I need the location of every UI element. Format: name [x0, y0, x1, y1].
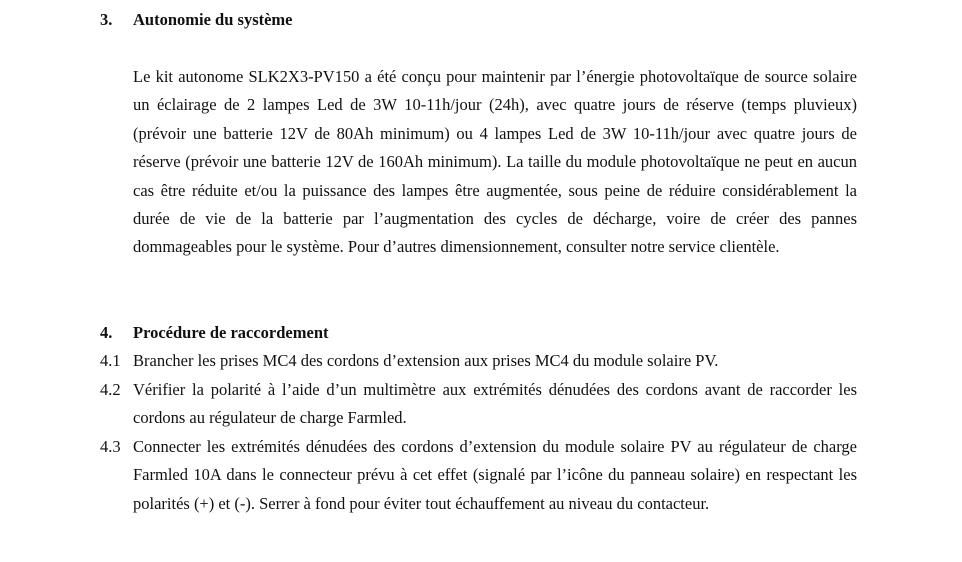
- list-item-4-1: [100, 347, 857, 375]
- section-4-title: Procédure de raccordement: [133, 323, 329, 342]
- section-3-title: Autonomie du système: [133, 10, 293, 29]
- list-item-4-3: [100, 433, 857, 518]
- section-4-heading: [100, 323, 329, 343]
- section-3-number: 3.: [100, 10, 113, 29]
- section-4-number: 4.: [100, 323, 113, 342]
- list-item-number: 4.2: [100, 380, 121, 399]
- section-3-paragraph: Le kit autonome SLK2X3-PV150 a été conçu pour maintenir par l’énergie photovoltaïque de source solaire un éclairage de 2 lampes Led de 3W 10-11h/jour (24h), avec quatre jours de réserve (temps pluvieux) (prévoir une batterie 12V de 80Ah minimum) ou 4 lampes Led de 3W 10-11h/jour avec quatre jours de réserve (prévoir une batterie 12V de 160Ah minimum). La taille du module photovoltaïque ne peut en aucun cas être réduite et/ou la puissance des lampes être augmentée, sous peine de réduire considérablement la durée de vie de la batterie par l’augmentation des cycles de décharge, voire de créer des pannes dommageables pour le système. Pour d’autres dimensionnement, consulter notre service clientèle.: [133, 67, 857, 257]
- list-item-number: 4.1: [100, 351, 121, 370]
- list-item-number: 4.3: [100, 437, 121, 456]
- list-item-text: Connecter les extrémités dénudées des cordons d’extension du module solaire PV au régulateur de charge Farmled 10A dans le connecteur prévu à cet effet (signalé par l’icône du panneau solaire) en respectant les polarités (+) et (-). Serrer à fond pour éviter tout échauffement au niveau du contacteur.: [133, 437, 857, 513]
- list-item-text: Vérifier la polarité à l’aide d’un multimètre aux extrémités dénudées des cordons avant de raccorder les cordons au régulateur de charge Farmled.: [133, 380, 857, 428]
- list-item-4-2: [100, 376, 857, 433]
- list-item-text: Brancher les prises MC4 des cordons d’extension aux prises MC4 du module solaire PV.: [133, 351, 719, 370]
- section-3-heading: [100, 10, 293, 30]
